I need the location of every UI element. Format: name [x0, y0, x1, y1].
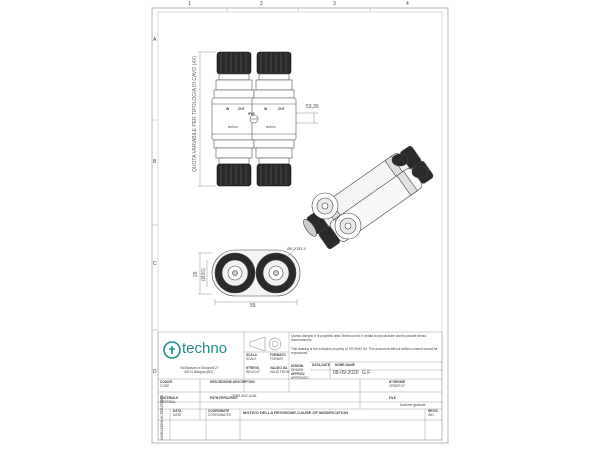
company-address-2: 40074 Bologna (BO) [184, 370, 214, 374]
revision-index-col-en: IND. [428, 413, 435, 417]
revision-date-col-en: DATE [173, 413, 182, 417]
revision-motive-header: MOTIVO DELLA REVISIONE-CAUSE OF MODIFICATION [243, 410, 349, 415]
code-value: THB.392.A4A [232, 393, 257, 398]
revision-coord-col-en: COORDINATES [208, 413, 232, 417]
alterations-side-label: VARIAZIONI ALTERATIONS [160, 394, 164, 440]
date-label: DATA-DATE [312, 363, 330, 367]
dimension-cable-variable: QUOTA VARIABILE PER TIPOLOGIA DI CAVO (4X) [192, 55, 198, 172]
drawn-label-en: DRAWN [291, 368, 303, 372]
column-marker-2: 2 [260, 1, 263, 7]
column-marker-1: 1 [188, 1, 191, 7]
techno-logo-text: techno [182, 340, 228, 357]
order-label: N°ORDINE [389, 380, 405, 384]
left-connector-in-mark: IN [226, 107, 230, 111]
format-label: FORMATO [270, 353, 286, 357]
valid-from-label-en: VALID FROM [270, 370, 290, 374]
scale-label: SCALA [246, 353, 257, 357]
material-label: MATERIALE [160, 396, 179, 400]
revision-date-col: DATA [173, 409, 182, 413]
dimension-height-left: 28 [193, 271, 199, 277]
file-value: Assieme generale [400, 403, 426, 407]
drawn-label: DISEGN. [291, 364, 305, 368]
revision-label-en: REVIS.N° [246, 370, 261, 374]
format-label-en: FORMAT [270, 357, 284, 361]
approved-label-en: APPROVED [291, 376, 309, 380]
end-view [212, 250, 300, 296]
right-connector-out-mark: OUT [278, 107, 285, 111]
copyright-note-it: Questo disegno è di proprietà della Techno srl ed è vietata la riproduzione anche parziale senza autorizzazione. [291, 334, 426, 342]
revision-index-col: REVIS. [428, 409, 439, 413]
drawn-date: 08-09-2020 [333, 370, 359, 376]
scale-label-en: SCALE [246, 357, 257, 361]
left-connector-out-mark: OUT [238, 107, 245, 111]
column-marker-3: 3 [333, 1, 336, 7]
column-marker-4: 4 [406, 1, 409, 7]
path-label: PATH-PERCORSO [210, 396, 238, 400]
valid-from-label: VALIDO DA [270, 366, 288, 370]
dimension-cable-diameter: Ø5,2-Ø3,5 [287, 246, 306, 251]
revision-label: N°REVIS. [246, 366, 261, 370]
dimension-width-right: 53,30 [306, 104, 319, 110]
right-connector-in-mark: IN [264, 107, 268, 111]
ip-rating-mark: IP68 [248, 112, 255, 116]
description-label: DESCRIZIONE-DESCRIPTION [210, 380, 255, 384]
row-marker-b: B [153, 159, 157, 165]
left-connector-brand: techno [228, 125, 238, 129]
dimension-bottom-width: 55 [250, 303, 256, 309]
file-label: FILE [389, 396, 396, 400]
code-label-en: CODE [160, 384, 170, 388]
code-label: CODICE [160, 380, 173, 384]
row-marker-d: D [153, 369, 157, 375]
material-label-en: MATERIAL [160, 400, 176, 404]
name-label: NOME-NAME [335, 363, 356, 367]
order-label-en: ORDER N° [389, 384, 405, 388]
company-address-1: Via Bassano e Motonelli 27 [180, 366, 219, 370]
row-marker-a: A [153, 37, 157, 43]
revision-coord-col: COORDINATE [208, 409, 230, 413]
row-marker-c: C [153, 261, 157, 267]
dimension-sub-height: (Ø20) [201, 268, 207, 281]
copyright-note-en: This drawing is the exclusive property of TECHNO Srl. This document without written consent cannot be reproduced. [291, 347, 438, 355]
approved-label: APPROV. [291, 372, 306, 376]
right-connector-brand: techno [266, 125, 276, 129]
drawn-name: G.F. [362, 370, 372, 376]
